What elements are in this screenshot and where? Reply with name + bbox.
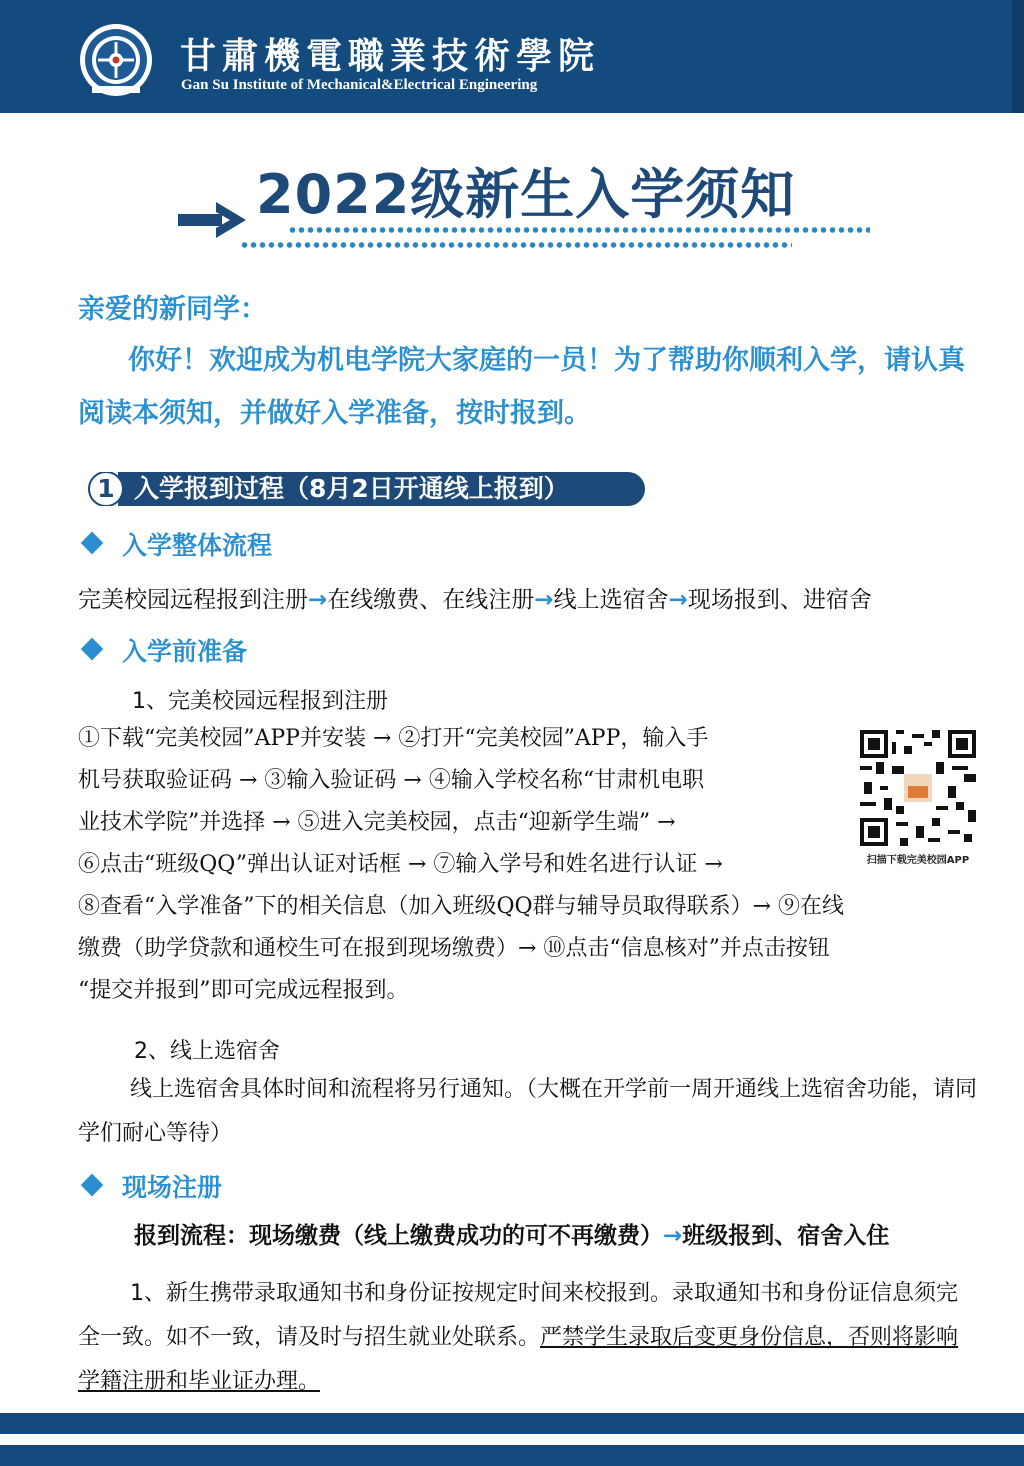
prep-item1-title: 1、完美校园远程报到注册 [132, 689, 388, 714]
greeting: 亲爱的新同学： [78, 294, 267, 325]
step-line: 业技术学院”并选择 → ⑤进入完美校园，点击“迎新学生端” → [78, 810, 676, 835]
title-arrow-icon [178, 200, 248, 240]
arrow-right-icon: → [663, 1223, 683, 1249]
overall-flow [78, 581, 872, 614]
section-1-label: 入学报到过程（8月2日开通线上报到） [134, 474, 569, 503]
prep-item1-steps [78, 718, 978, 1012]
onsite-item1-b: 录取通知书和身份证信息须完全一致。如不一致，请及时与招生就业处联系。 [78, 1281, 959, 1350]
prep-heading [80, 632, 247, 668]
prep-item2-title: 2、线上选宿舍 [134, 1039, 280, 1064]
section-1-number: 1 [97, 474, 115, 503]
flow-step: 在线缴费、在线注册 [327, 587, 535, 613]
flow-step: 线上选宿舍 [553, 587, 669, 613]
prep-item2-body: 线上选宿舍具体时间和流程将另行通知。（大概在开学前一周开通线上选宿舍功能，请同学们耐心等待） [78, 1077, 978, 1146]
footer-stripe-bottom [0, 1445, 1024, 1466]
header-edge-strip [1012, 0, 1024, 113]
onsite-flow [134, 1217, 889, 1250]
arrow-right-icon: → [668, 587, 688, 613]
diamond-bullet-icon [81, 1174, 104, 1197]
title-dots-decoration-lower [240, 241, 792, 249]
onsite-item1 [78, 1272, 978, 1404]
school-name-en: Gan Su Institute of Mechanical&Electrical Engineering [181, 77, 538, 93]
onsite-item1-c: 严禁学生录取后变更身份信息，否则将影响学籍注册和毕业证办理。 [78, 1325, 959, 1394]
step-line: ⑥点击“班级QQ”弹出认证对话框 → ⑦输入学号和姓名进行认证 → [78, 852, 723, 877]
diamond-bullet-icon [81, 638, 104, 661]
school-name-cn: 甘肅機電職業技術學院 [180, 35, 601, 77]
onsite-flow-suffix: 班级报到、宿舍入住 [682, 1223, 890, 1249]
section-1-bar [78, 472, 646, 506]
footer-stripe [0, 1413, 1024, 1434]
onsite-item1-a: 1、新生携带录取通知书和身份证按规定时间来校报到。 [130, 1281, 672, 1306]
school-emblem-icon [78, 22, 154, 98]
onsite-heading [80, 1168, 222, 1204]
title-dots-decoration [288, 226, 870, 234]
overall-heading [80, 526, 272, 562]
step-line: 缴费（助学贷款和通校生可在报到现场缴费）→ ⑩点击“信息核对”并点击按钮 [78, 936, 830, 961]
step-line: 机号获取验证码 → ③输入验证码 → ④输入学校名称“甘肃机电职 [78, 768, 705, 793]
onsite-flow-prefix: 报到流程：现场缴费（线上缴费成功的可不再缴费） [134, 1223, 663, 1249]
overall-heading-text: 入学整体流程 [122, 531, 273, 560]
onsite-heading-text: 现场注册 [122, 1173, 223, 1202]
prep-heading-text: 入学前准备 [122, 637, 248, 666]
qr-caption: 扫描下载完美校园APP [866, 855, 970, 866]
diamond-bullet-icon [81, 532, 104, 555]
step-line: “提交并报到”即可完成远程报到。 [78, 978, 409, 1003]
flow-step: 完美校园远程报到注册 [78, 587, 308, 613]
arrow-right-icon: → [534, 587, 554, 613]
intro-paragraph: 你好！欢迎成为机电学院大家庭的一员！为了帮助你顺利入学，请认真阅读本须知，并做好入学准备，按时报到。 [78, 345, 965, 429]
step-line: ①下载“完美校园”APP并安装 → ②打开“完美校园”APP，输入手 [78, 726, 709, 751]
qr-code-icon [860, 730, 976, 846]
flow-step: 现场报到、进宿舍 [687, 587, 872, 613]
arrow-right-icon: → [308, 587, 328, 613]
page-title: 2022级新生入学须知 [256, 163, 796, 226]
step-line: ⑧查看“入学准备”下的相关信息（加入班级QQ群与辅导员取得联系）→ ⑨在线 [78, 894, 844, 919]
